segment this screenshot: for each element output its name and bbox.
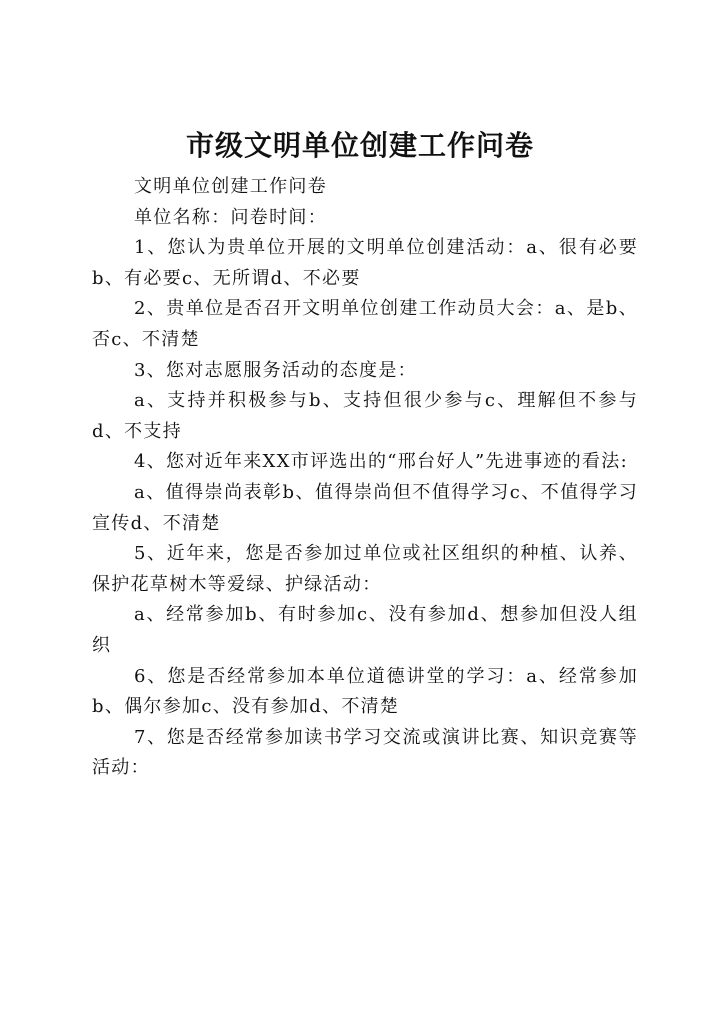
question-3-options: a、支持并积极参与b、支持但很少参与c、理解但不参与d、不支持 (92, 390, 638, 442)
question-4-options: a、值得崇尚表彰b、值得崇尚但不值得学习c、不值得学习宣传d、不清楚 (92, 481, 638, 534)
question-6: 6、您是否经常参加本单位道德讲堂的学习：a、经常参加b、偶尔参加c、没有参加d、不清楚 (92, 665, 638, 718)
question-5: 5、近年来，您是否参加过单位或社区组织的种植、认养、保护花草树木等爱绿、护绿活动： (92, 543, 638, 595)
question-3: 3、您对志愿服务活动的态度是： (134, 359, 417, 381)
question-7: 7、您是否经常参加读书学习交流或演讲比赛、知识竞赛等活动： (92, 726, 638, 779)
subtitle-paragraph: 文明单位创建工作问卷 (134, 176, 327, 197)
question-5-options: a、经常参加b、有时参加c、没有参加d、想参加但没人组织 (92, 604, 638, 656)
unit-info-paragraph: 单位名称：问卷时间： (134, 206, 327, 228)
document-body (92, 172, 638, 784)
question-2: 2、贵单位是否召开文明单位创建工作动员大会：a、是b、否c、不清楚 (92, 298, 638, 350)
question-1: 1、您认为贵单位开展的文明单位创建活动：a、很有必要b、有必要c、无所谓d、不必要 (92, 237, 638, 289)
question-4: 4、您对近年来XX市评选出的“邢台好人”先进事迹的看法: (134, 451, 628, 473)
document-title: 市级文明单位创建工作问卷 (185, 129, 534, 162)
